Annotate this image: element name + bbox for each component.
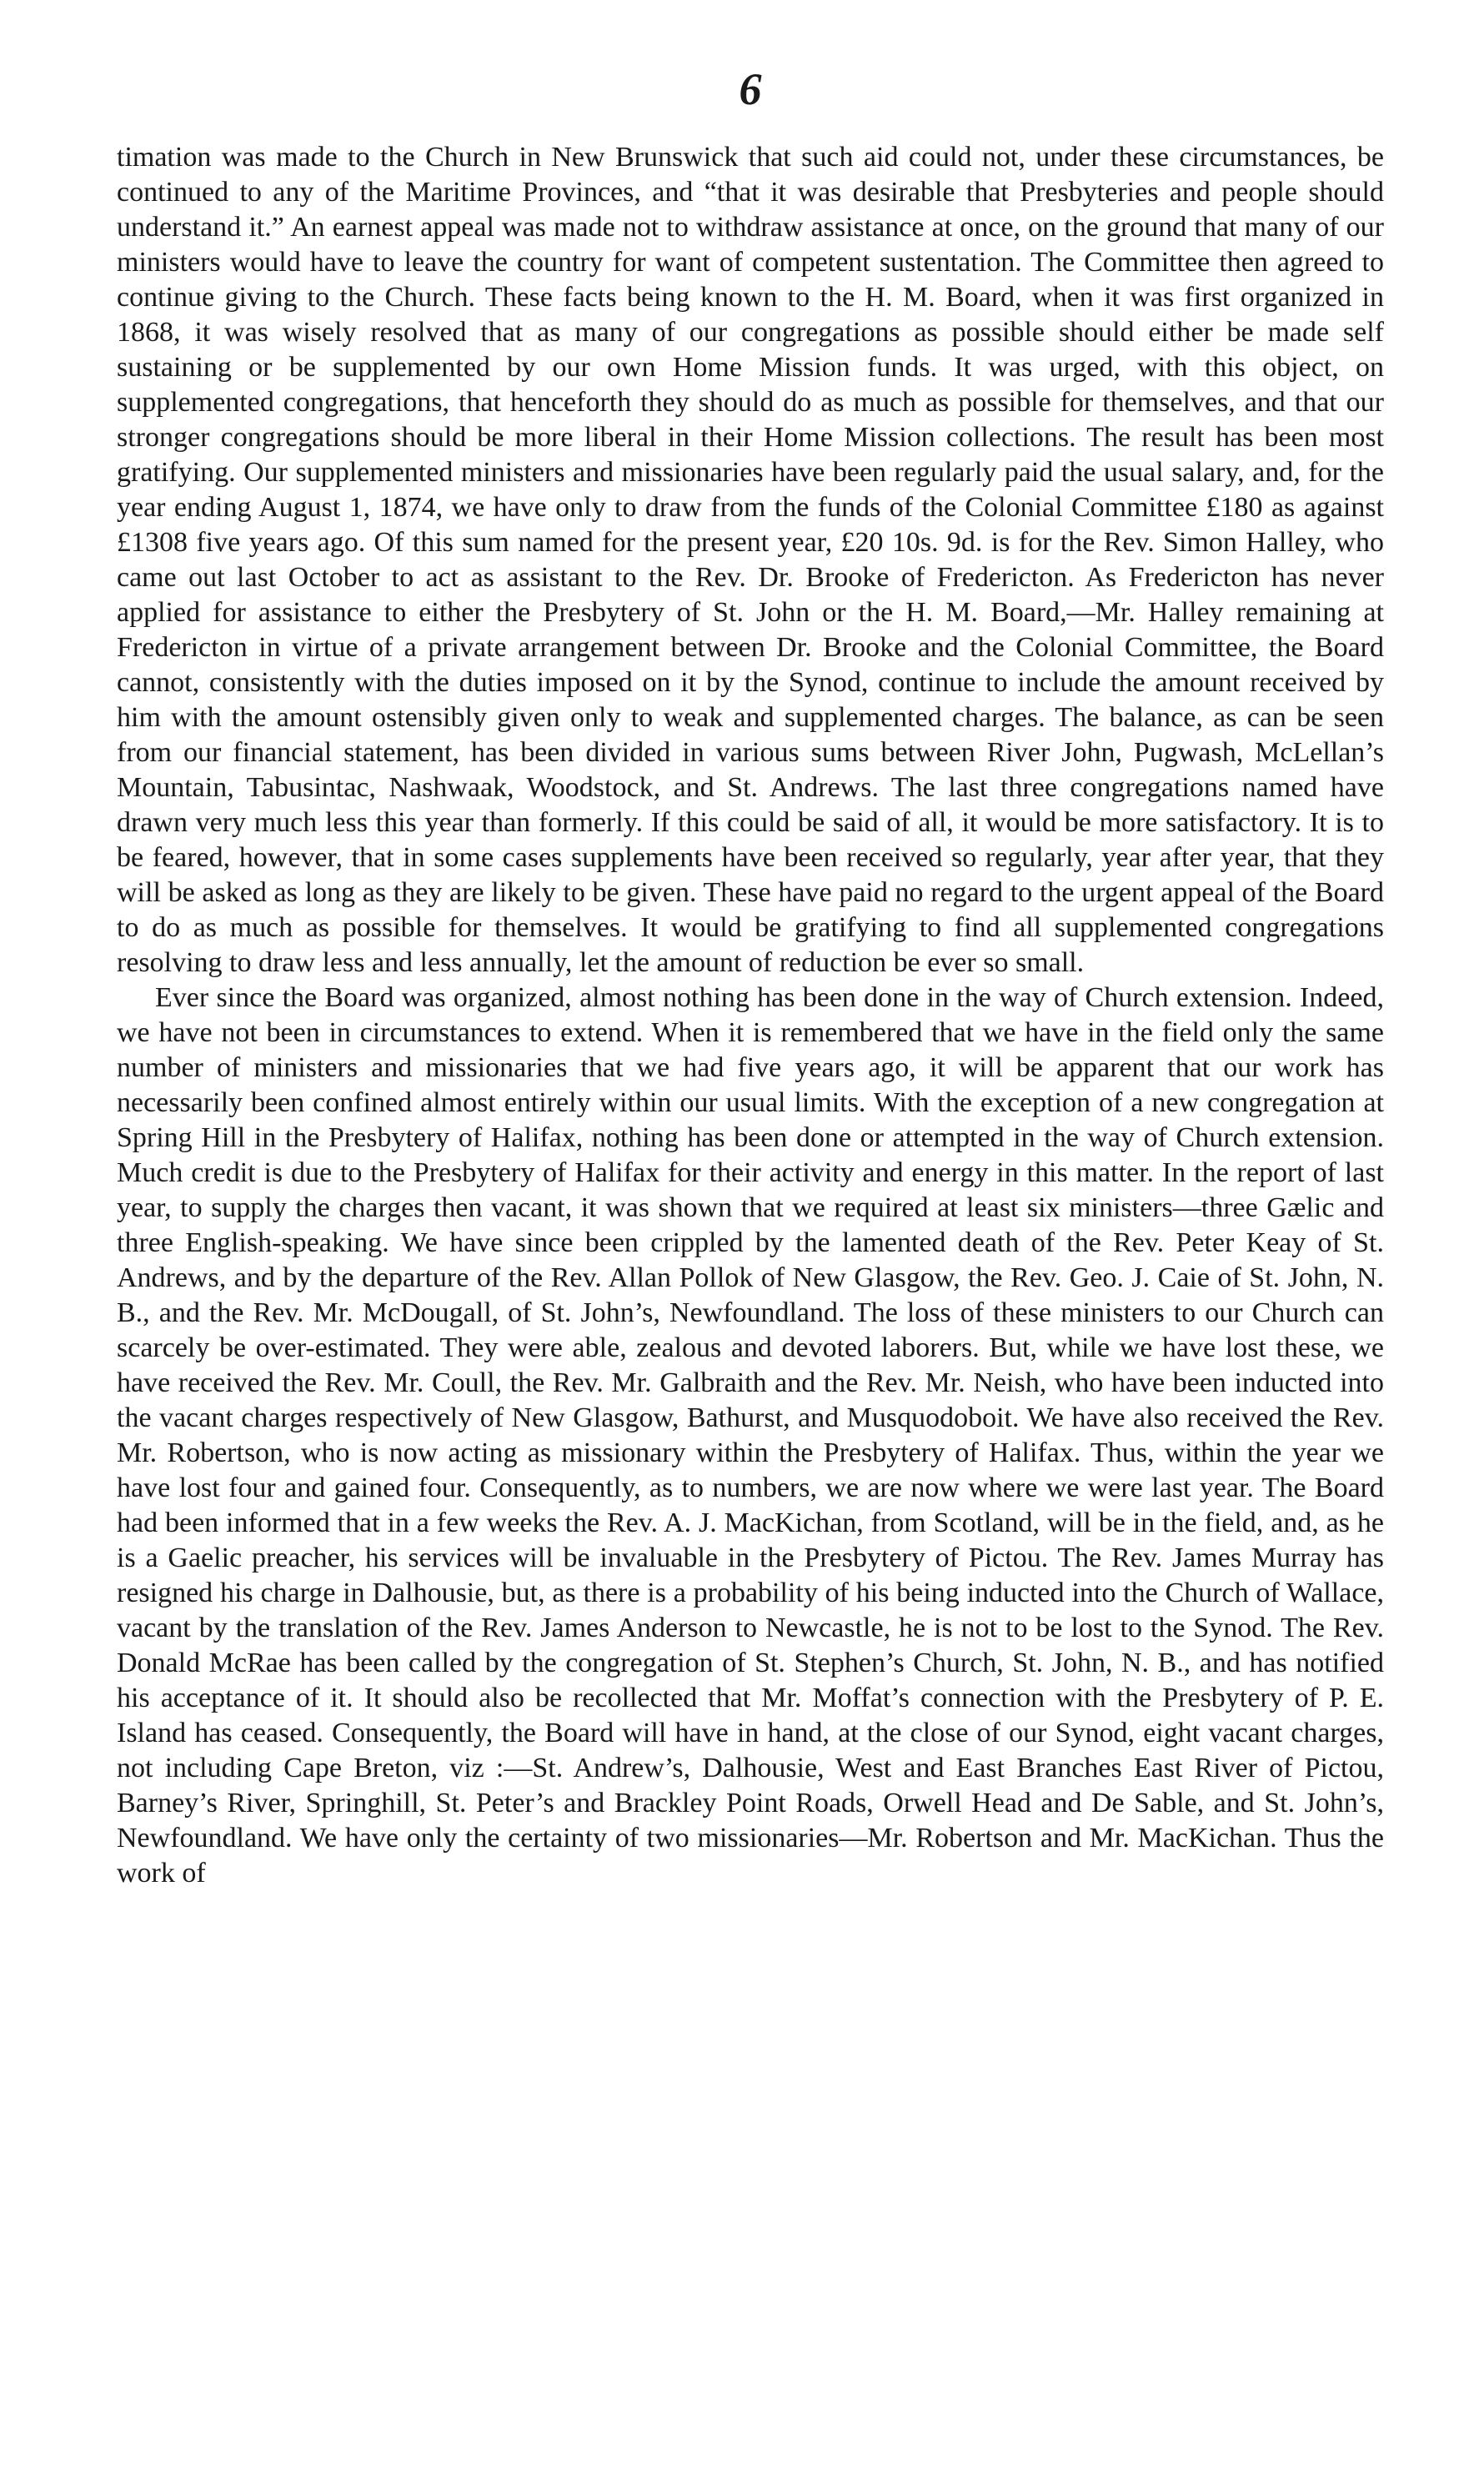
paragraph-2: Ever since the Board was organized, almost nothing has been done in the way of Church extension. Indeed, we have not been in circumstances to extend. When it is remembered that we have in the field only the same number of ministers and missionaries that we had five years ago, it will be apparent that our work has necessarily been confined almost entirely within our usual limits. With the exception of a new congregation at Spring Hill in the Presbytery of Halifax, nothing has been done or attempted in the way of Church extension. Much credit is due to the Presbytery of Halifax for their activity and energy in this matter. In the report of last year, to supply the charges then vacant, it was shown that we required at least six ministers—three Gælic and three English-speaking. We have since been crippled by the lamented death of the Rev. Peter Keay of St. Andrews, and by the departure of the Rev. Allan Pollok of New Glasgow, the Rev. Geo. J. Caie of St. John, N. B., and the Rev. Mr. McDougall, of St. John’s, Newfoundland. The loss of these ministers to our Church can scarcely be over-estimated. They were able, zealous and devoted laborers. But, while we have lost these, we have received the Rev. Mr. Coull, the Rev. Mr. Galbraith and the Rev. Mr. Neish, who have been inducted into the vacant charges respectively of New Glasgow, Bathurst, and Musquodoboit. We have also received the Rev. Mr. Robertson, who is now acting as missionary within the Presbytery of Halifax. Thus, within the year we have lost four and gained four. Consequently, as to numbers, we are now where we were last year. The Board had been informed that in a few weeks the Rev. A. J. MacKichan, from Scotland, will be in the field, and, as he is a Gaelic preacher, his services will be invaluable in the Presbytery of Pictou. The Rev. James Murray has resigned his charge in Dalhousie, but, as there is a probability of his being inducted into the Church of Wallace, vacant by the translation of the Rev. James Anderson to Newcastle, he is not to be lost to the Synod. The Rev. Donald McRae has been called by the congregation of St. Stephen’s Church, St. John, N. B., and has notified his acceptance of it. It should also be recollected that Mr. Moffat’s connection with the Presbytery of P. E. Island has ceased. Consequently, the Board will have in hand, at the close of our Synod, eight vacant charges, not including Cape Breton, viz :—St. Andrew’s, Dalhousie, West and East Branches East River of Pictou, Barney’s River, Springhill, St. Peter’s and Brackley Point Roads, Orwell Head and De Sable, and St. John’s, Newfoundland. We have only the certainty of two missionaries—Mr. Robertson and Mr. MacKichan. Thus the work of (117, 982, 1384, 1889)
paragraph-1: timation was made to the Church in New Brunswick that such aid could not, under these circumstances, be continued to any of the Maritime Provinces, and “that it was desirable that Presbyteries and people should understand it.” An earnest appeal was made not to withdraw assistance at once, on the ground that many of our ministers would have to leave the country for want of competent sustentation. The Committee then agreed to continue giving to the Church. These facts being known to the H. M. Board, when it was first organized in 1868, it was wisely resolved that as many of our congregations as possible should either be made self sustaining or be supplemented by our own Home Mission funds. It was urged, with this object, on supplemented congregations, that henceforth they should do as much as possible for themselves, and that our stronger congregations should be more liberal in their Home Mission collections. The result has been most gratifying. Our supplemented ministers and missionaries have been regularly paid the usual salary, and, for the year ending August 1, 1874, we have only to draw from the funds of the Colonial Committee £180 as against £1308 five years ago. Of this sum named for the present year, £20 10s. 9d. is for the Rev. Simon Halley, who came out last October to act as assistant to the Rev. Dr. Brooke of Fredericton. As Fredericton has never applied for assistance to either the Presbytery of St. John or the H. M. Board,—Mr. Halley remaining at Fredericton in virtue of a private arrangement between Dr. Brooke and the Colonial Committee, the Board cannot, consistently with the duties imposed on it by the Synod, continue to include the amount received by him with the amount ostensibly given only to weak and supplemented charges. The balance, as can be seen from our financial statement, has been divided in various sums between River John, Pugwash, McLellan’s Mountain, Tabusintac, Nashwaak, Woodstock, and St. Andrews. The last three congregations named have drawn very much less this year than formerly. If this could be said of all, it would be more satisfactory. It is to be feared, however, that in some cases supplements have been received so regularly, year after year, that they will be asked as long as they are likely to be given. These have paid no regard to the urgent appeal of the Board to do as much as possible for themselves. It would be gratifying to find all supplemented congregations resolving to draw less and less annually, let the amount of reduction be ever so small. (117, 142, 1384, 978)
body-text (117, 140, 1384, 1891)
page-number: 6 (739, 64, 762, 114)
